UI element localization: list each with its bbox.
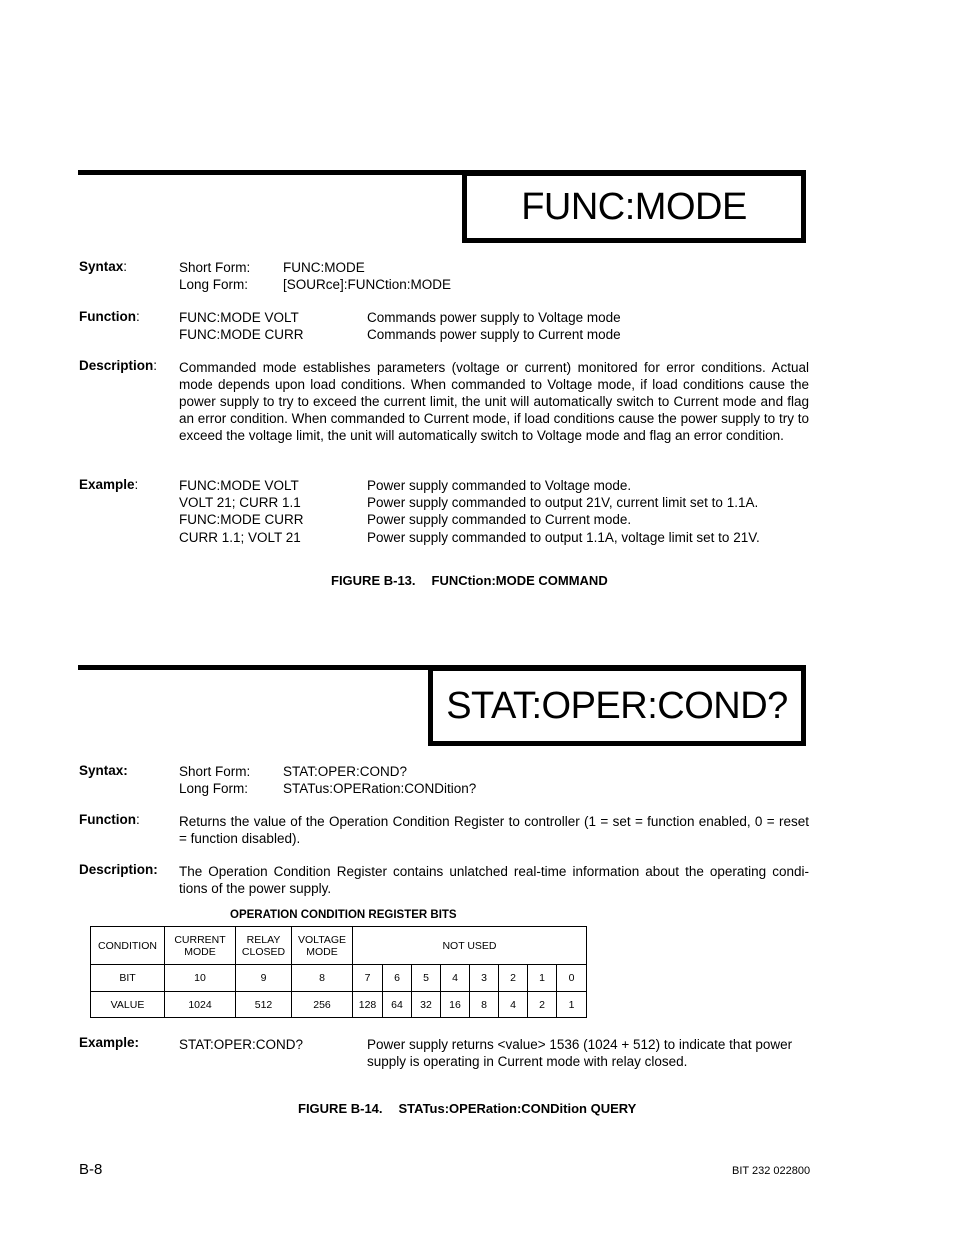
register-title: OPERATION CONDITION REGISTER BITS [230, 909, 457, 921]
value-cell: 64 [383, 992, 412, 1018]
not-used-header: NOT USED [353, 927, 587, 965]
stat-oper-cond-title-box [428, 666, 806, 746]
function-desc: Commands power supply to Voltage mode [367, 310, 621, 325]
function-label: Function: [79, 812, 140, 827]
register-table [90, 926, 587, 1018]
bit-cell: 3 [470, 965, 499, 992]
example-cmd: FUNC:MODE VOLT [179, 478, 299, 493]
value-cell: 2 [528, 992, 557, 1018]
value-cell: 1 [557, 992, 587, 1018]
bit-cell: 5 [412, 965, 441, 992]
value-cell: 1024 [165, 992, 236, 1018]
long-form-label: Long Form: [179, 781, 249, 796]
stat-oper-cond-title: STAT:OPER:COND? [446, 684, 788, 727]
bit-cell: 0 [557, 965, 587, 992]
figure-caption-b13 [331, 573, 608, 588]
figure-number: FIGURE B-14. [298, 1101, 383, 1116]
short-form-label: Short Form: [179, 764, 251, 779]
figure-caption-b14 [298, 1101, 636, 1116]
relay-closed-header: RELAY CLOSED [236, 927, 292, 965]
figure-number: FIGURE B-13. [331, 573, 416, 588]
value-label: VALUE [91, 992, 165, 1018]
example-cmd: VOLT 21; CURR 1.1 [179, 495, 301, 510]
func-mode-title: FUNC:MODE [521, 185, 747, 228]
example-desc: Power supply commanded to output 1.1A, voltage limit set to 21V. [367, 530, 760, 545]
long-form-label: Long Form: [179, 277, 249, 292]
figure-title: STATus:OPERation:CONDition QUERY [398, 1101, 637, 1116]
example-cmd: STAT:OPER:COND? [179, 1037, 304, 1052]
example-desc: Power supply returns <value> 1536 (1024 + 512) to indicate that power [367, 1037, 793, 1052]
value-cell: 4 [499, 992, 528, 1018]
short-form-value: FUNC:MODE [283, 260, 365, 275]
func-mode-title-box [462, 171, 806, 243]
function-label: Function: [79, 309, 140, 324]
page-number: B-8 [79, 1161, 103, 1178]
condition-header: CONDITION [91, 927, 165, 965]
function-cmd: FUNC:MODE VOLT [179, 310, 299, 325]
bit-cell: 9 [236, 965, 292, 992]
current-mode-header: CURRENT MODE [165, 927, 236, 965]
syntax-label: Syntax: [79, 259, 128, 274]
function-cmd: FUNC:MODE CURR [179, 327, 304, 342]
value-cell: 512 [236, 992, 292, 1018]
short-form-value: STAT:OPER:COND? [283, 764, 408, 779]
description-label: Description: [79, 358, 158, 373]
example-desc: Power supply commanded to Current mode. [367, 512, 632, 527]
example-cmd: FUNC:MODE CURR [179, 512, 304, 527]
voltage-mode-header: VOLTAGE MODE [292, 927, 353, 965]
value-cell: 128 [353, 992, 383, 1018]
bit-cell: 4 [441, 965, 470, 992]
bit-label: BIT [91, 965, 165, 992]
example-cmd: CURR 1.1; VOLT 21 [179, 530, 301, 545]
syntax-label: Syntax: [79, 763, 128, 778]
bit-cell: 8 [292, 965, 353, 992]
long-form-value: STATus:OPERation:CONDition? [283, 781, 477, 796]
example-desc: supply is operating in Current mode with relay closed. [367, 1054, 688, 1069]
value-cell: 16 [441, 992, 470, 1018]
bit-cell: 7 [353, 965, 383, 992]
description-text: The Operation Condition Register contains unlatched real-time information about the operating condi-tions of the power supply. [179, 864, 809, 896]
bit-cell: 2 [499, 965, 528, 992]
bit-cell: 1 [528, 965, 557, 992]
example-label: Example: [79, 1035, 140, 1050]
example-desc: Power supply commanded to output 21V, current limit set to 1.1A. [367, 495, 759, 510]
long-form-value: [SOURce]:FUNCtion:MODE [283, 277, 452, 292]
value-cell: 32 [412, 992, 441, 1018]
value-cell: 256 [292, 992, 353, 1018]
bit-cell: 10 [165, 965, 236, 992]
example-label: Example: [79, 477, 139, 492]
value-cell: 8 [470, 992, 499, 1018]
example-desc: Power supply commanded to Voltage mode. [367, 478, 632, 493]
short-form-label: Short Form: [179, 260, 251, 275]
document-id: BIT 232 022800 [732, 1165, 811, 1177]
description-text: Commanded mode establishes parameters (voltage or current) monitored for error conditions. Actual mode depends upon load conditions. When commanded to Voltage mode, if load conditions cause the power supply to try to exceed the current limit, the unit will automatically switch to Current mode and flag an error condition. When commanded to Current mode, if load conditions cause the power supply to try to exceed the voltage limit, the unit will automatically switch to Voltage mode and flag an error condition. [179, 360, 809, 443]
bit-cell: 6 [383, 965, 412, 992]
function-text: Returns the value of the Operation Condition Register to controller (1 = set = function enabled, 0 = reset = function disabled). [179, 814, 809, 846]
function-desc: Commands power supply to Current mode [367, 327, 621, 342]
figure-title: FUNCtion:MODE COMMAND [431, 573, 608, 588]
description-label: Description: [79, 862, 158, 877]
